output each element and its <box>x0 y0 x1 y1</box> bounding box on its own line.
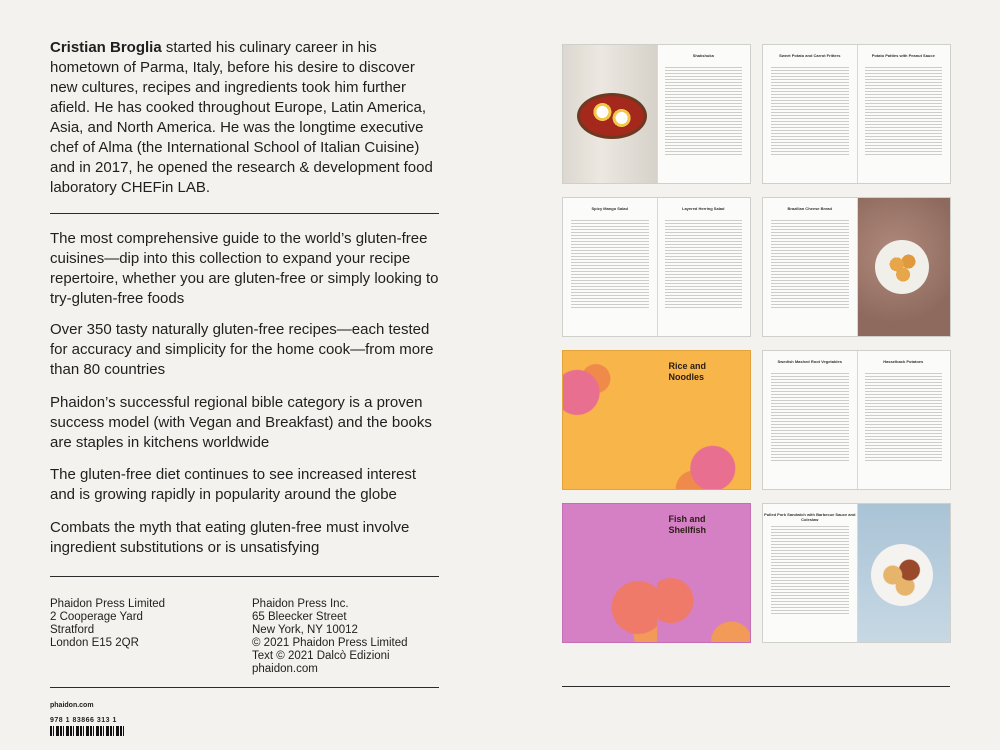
recipe-title: Swedish Mashed Root Vegetables <box>777 359 842 364</box>
text-page <box>763 351 857 489</box>
text-page <box>857 45 951 183</box>
chapter-title <box>669 514 707 536</box>
divider-right <box>562 686 950 687</box>
spread-rice-noodles <box>562 350 751 490</box>
skillet-icon <box>577 93 647 139</box>
food-photo <box>563 45 657 183</box>
chapter-title <box>669 361 707 383</box>
chapter-left-page <box>563 504 657 642</box>
spread-salads <box>562 197 751 337</box>
selling-point-1: The most comprehensive guide to the world’s gluten-free cuisines—dip into this collection to expand your recipe repertoire, whether you are gluten-free or simply looking to try-gluten-free foods <box>50 230 439 307</box>
copyright-line: Text © 2021 Dalcò Edizioni <box>252 650 390 662</box>
plate-icon <box>875 240 929 294</box>
photo-page <box>563 45 657 183</box>
text-page <box>763 198 857 336</box>
recipe-text <box>665 67 743 157</box>
spread-fish-shellfish <box>562 503 751 643</box>
address-line: 2 Cooperage Yard <box>50 611 143 623</box>
copyright-line: © 2021 Phaidon Press Limited <box>252 637 408 649</box>
recipe-title: Potato Patties with Peanut Sauce <box>871 53 935 58</box>
recipe-text <box>771 220 849 310</box>
chapter-right-page <box>657 351 751 489</box>
recipe-text <box>771 526 849 616</box>
spread-cheese-bread <box>762 197 951 337</box>
isbn-number: 978 1 83866 313 1 <box>50 717 117 724</box>
website-line: phaidon.com <box>252 663 318 675</box>
food-photo <box>857 504 951 642</box>
chapter-title-line: Fish and <box>668 514 706 524</box>
recipe-title: Pulled Pork Sandwich with Barbecue Sauce and Coleslaw <box>764 512 856 522</box>
spread-shakshuka <box>562 44 751 184</box>
left-column <box>50 38 440 198</box>
address-line: New York, NY 10012 <box>252 624 358 636</box>
author-name: Cristian Broglia <box>50 39 162 56</box>
spread-vegetables <box>762 350 951 490</box>
gutter <box>657 45 658 183</box>
chapter-title-line: Noodles <box>668 372 705 382</box>
address-line: Phaidon Press Inc. <box>252 598 349 610</box>
author-bio-text: started his culinary career in his hometown of Parma, Italy, before his desire to discover new cultures, recipes and ingredients took him further afield. He has cooked throughout Europe, Latin America, Asia, and North America. He was the longtime executive chef of Alma (the International School of Italian Cuisine) and in 2017, he opened the research & development food laboratory CHEFin LAB. <box>50 39 433 196</box>
chapter-right-page <box>657 504 751 642</box>
chapter-title-line: Rice and <box>668 361 707 371</box>
divider-1 <box>50 213 439 214</box>
address-us <box>252 598 408 676</box>
text-page <box>857 351 951 489</box>
address-uk <box>50 598 165 650</box>
text-page <box>763 45 857 183</box>
selling-point-2: Over 350 tasty naturally gluten-free recipes—each tested for accuracy and simplicity for the home cook—from more than 80 countries <box>50 321 434 378</box>
gutter <box>857 198 858 336</box>
divider-3 <box>50 687 439 688</box>
address-line: Stratford <box>50 624 95 636</box>
recipe-title: Shakshuka <box>692 53 714 58</box>
recipe-title: Layered Herring Salad <box>682 206 725 211</box>
food-photo <box>857 198 951 336</box>
text-page <box>657 45 751 183</box>
selling-point-4: The gluten-free diet continues to see increased interest and is growing rapidly in popularity around the globe <box>50 466 417 503</box>
text-page <box>563 198 657 336</box>
address-line: London E15 2QR <box>50 637 139 649</box>
recipe-text <box>571 220 649 310</box>
recipe-text <box>665 220 743 310</box>
chapter-title-line: Shellfish <box>668 525 707 535</box>
recipe-text <box>865 67 943 157</box>
photo-page <box>857 504 951 642</box>
author-bio <box>50 38 440 198</box>
recipe-title: Sweet Potato and Carrot Fritters <box>779 53 841 58</box>
spread-fritters <box>762 44 951 184</box>
divider-2 <box>50 576 439 577</box>
selling-point-3: Phaidon’s successful regional bible category is a proven success model (with Vegan and Breakfast) and the books are staples in kitchens worldwide <box>50 394 432 451</box>
selling-point-5: Combats the myth that eating gluten-free must involve ingredient substitutions or is unsatisfying <box>50 519 410 556</box>
text-page <box>763 504 857 642</box>
chapter-left-page <box>563 351 657 489</box>
address-line: Phaidon Press Limited <box>50 598 166 610</box>
recipe-title: Spicy Mango Salad <box>591 206 628 211</box>
address-line: 65 Bleecker Street <box>252 611 347 623</box>
recipe-text <box>771 373 849 463</box>
recipe-text <box>771 67 849 157</box>
recipe-text <box>865 373 943 463</box>
gutter <box>857 45 858 183</box>
gutter <box>857 351 858 489</box>
gutter <box>857 504 858 642</box>
recipe-title: Brazilian Cheese Bread <box>787 206 832 211</box>
spread-pulled-pork <box>762 503 951 643</box>
photo-page <box>857 198 951 336</box>
plate-icon <box>871 544 933 606</box>
recipe-title: Hasselback Potatoes <box>883 359 924 364</box>
text-page <box>657 198 751 336</box>
gutter <box>657 198 658 336</box>
website-small: phaidon.com <box>50 702 94 709</box>
barcode-image <box>50 726 126 736</box>
